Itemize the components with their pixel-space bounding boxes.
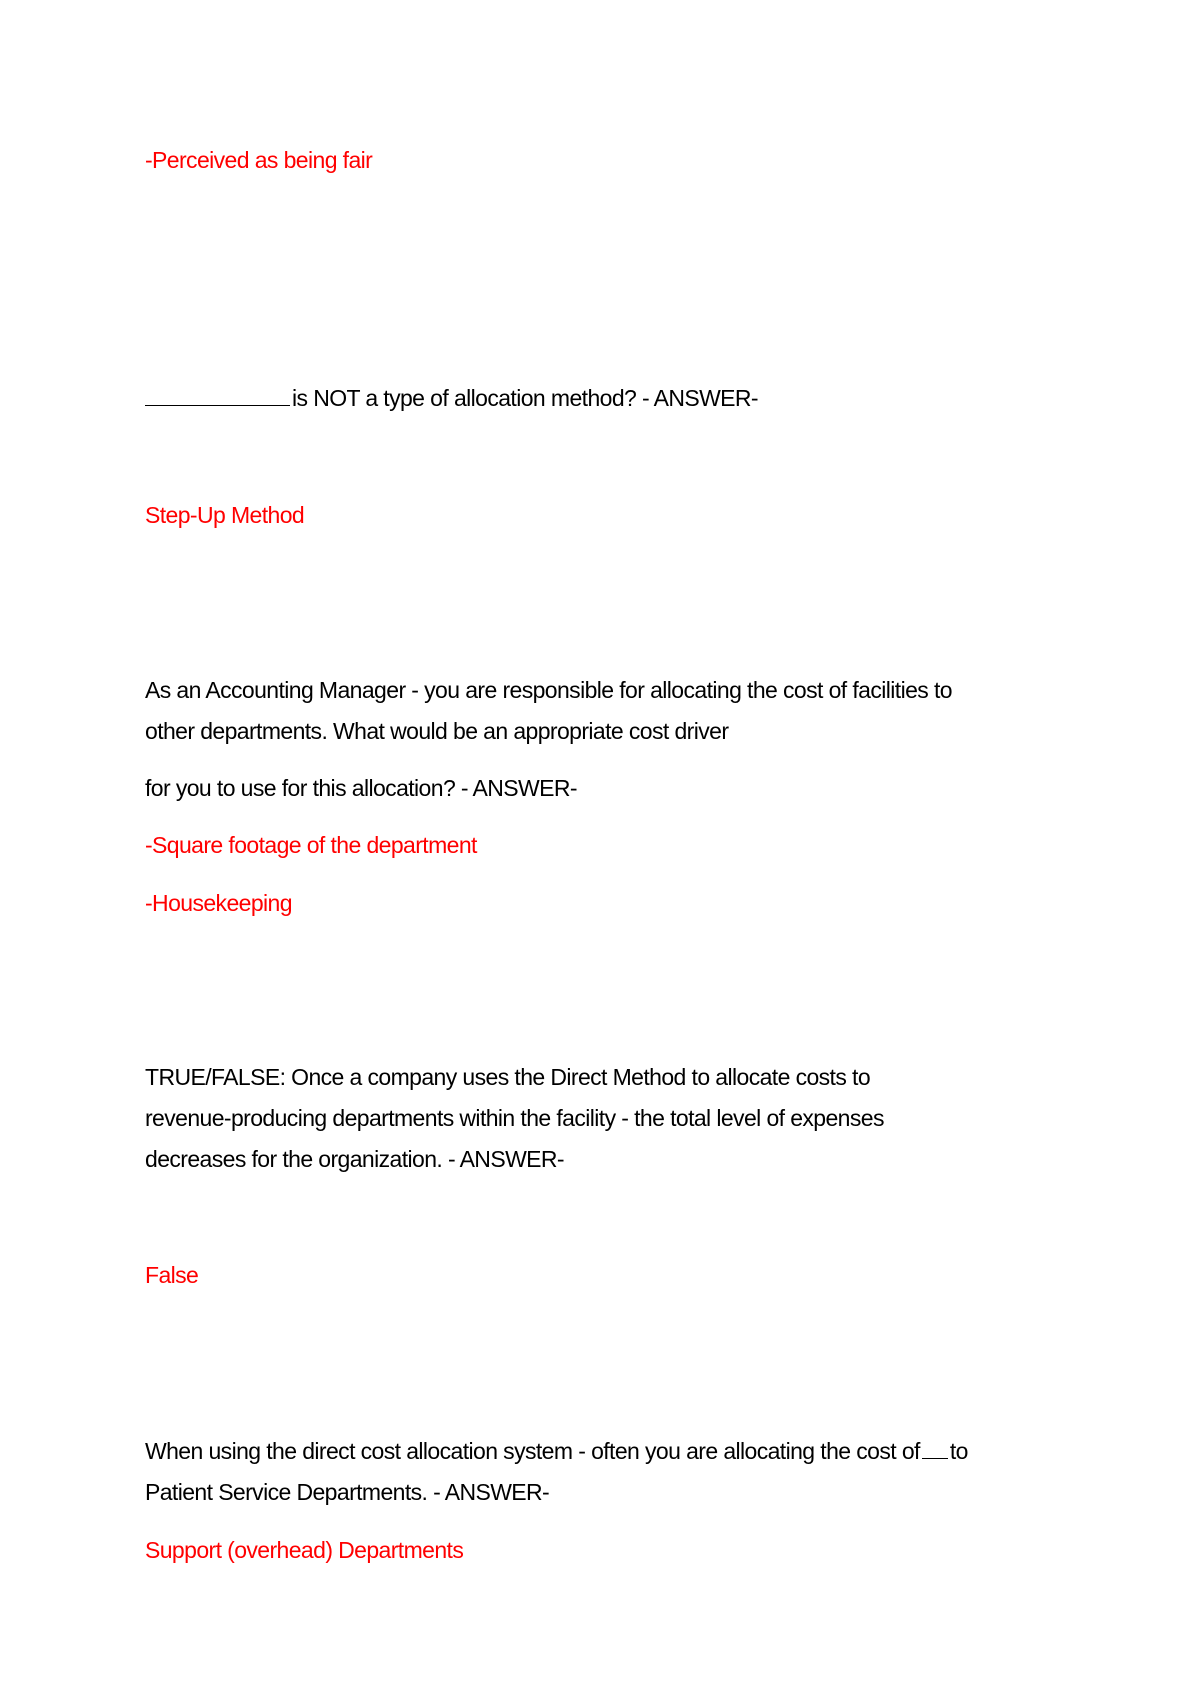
question-line: Patient Service Departments. - ANSWER- (145, 1479, 550, 1505)
answer-line: -Housekeeping (145, 890, 292, 916)
question-line: for you to use for this allocation? - ANSWER- (145, 775, 577, 801)
fill-in-blank (145, 385, 290, 406)
question-line: decreases for the organization. - ANSWER- (145, 1146, 564, 1172)
question-line (145, 1436, 968, 1466)
question-line: As an Accounting Manager - you are responsible for allocating the cost of facilities to (145, 677, 952, 703)
answer-text: Step-Up Method (145, 502, 305, 528)
fill-in-blank (922, 1438, 948, 1459)
question-text-before-blank: When using the direct cost allocation system - often you are allocating the cost of (145, 1438, 920, 1464)
answer-text: False (145, 1262, 199, 1288)
answer-line: -Square footage of the department (145, 832, 477, 858)
question-line: revenue-producing departments within the facility - the total level of expenses (145, 1105, 884, 1131)
question-text-after-blank: is NOT a type of allocation method? - ANSWER- (292, 385, 758, 411)
question-line: other departments. What would be an appropriate cost driver (145, 718, 729, 744)
question-line: TRUE/FALSE: Once a company uses the Direct Method to allocate costs to (145, 1064, 871, 1090)
question-text-after-blank: to (949, 1438, 968, 1464)
answer-text: Support (overhead) Departments (145, 1537, 464, 1563)
question-text (145, 383, 758, 413)
answer-text: -Perceived as being fair (145, 147, 373, 173)
